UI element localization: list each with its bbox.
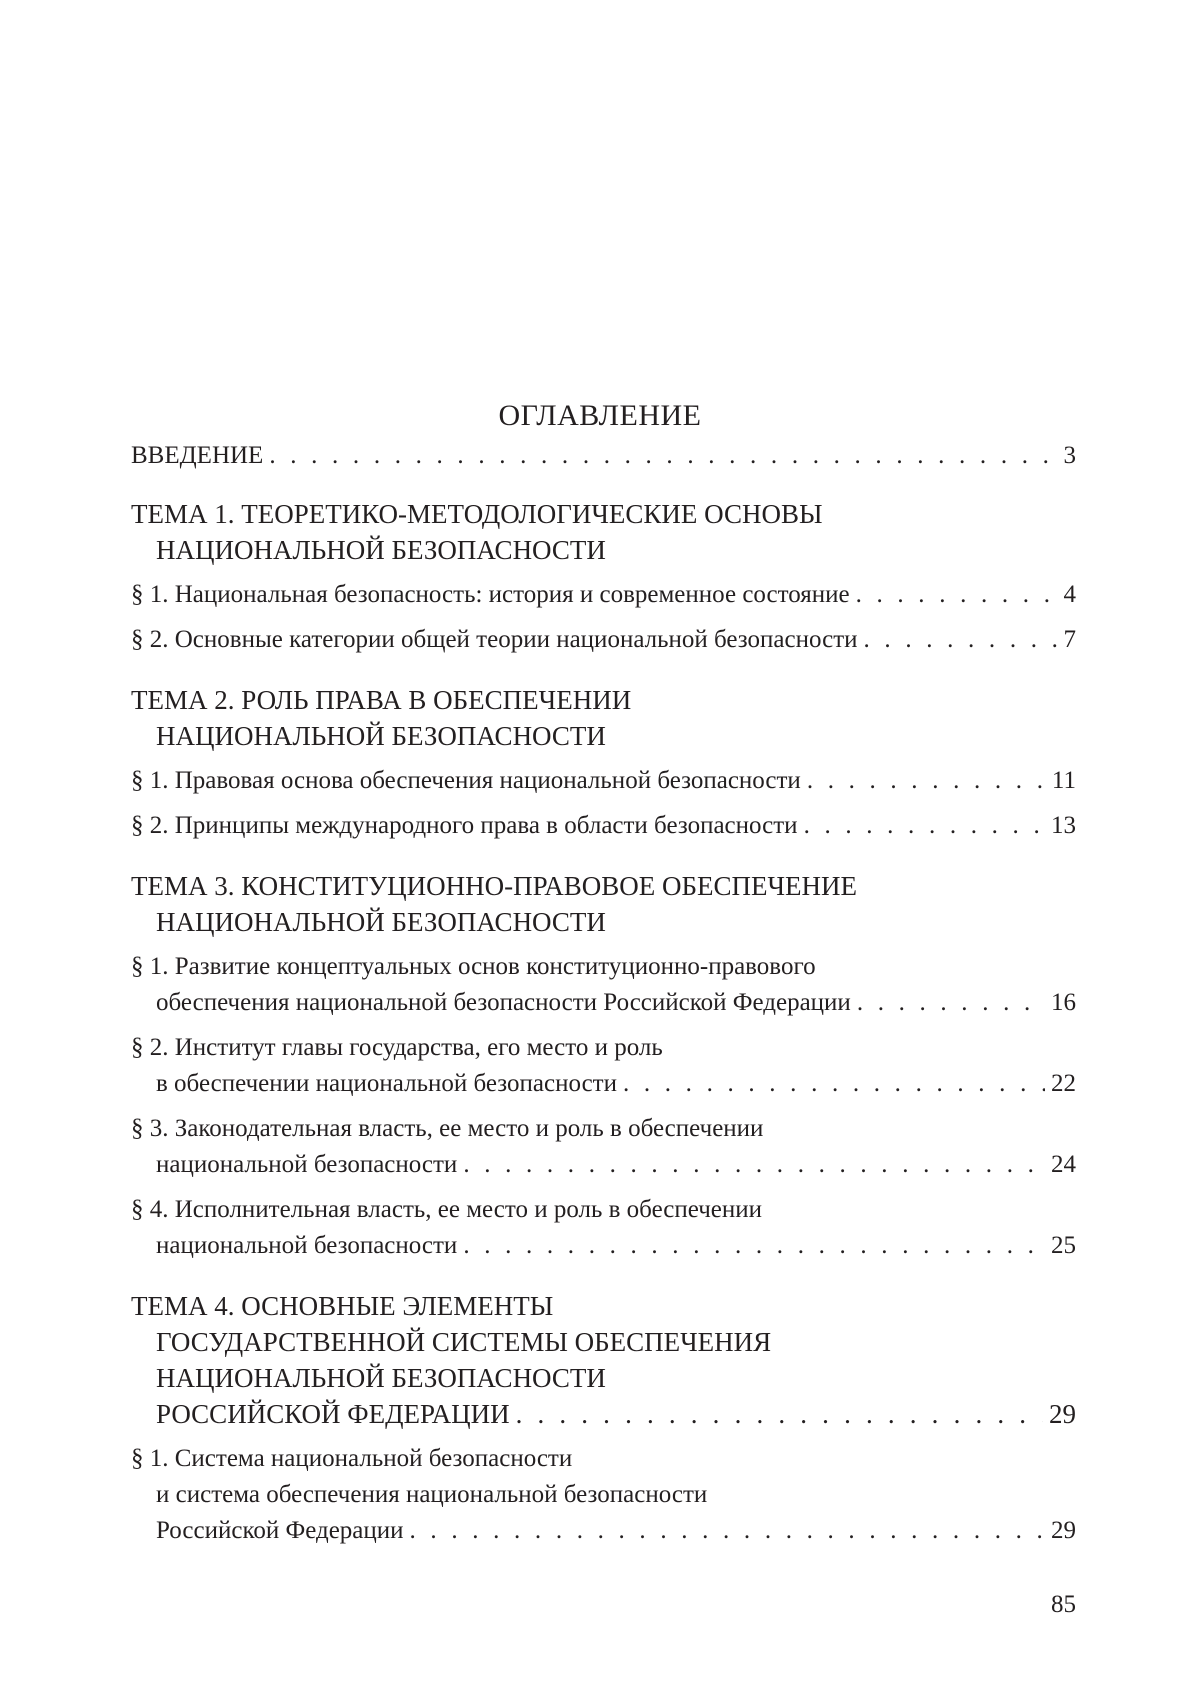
toc-entry-label: § 3. Законодательная власть, ее место и роль в обеспечении (131, 1115, 764, 1142)
toc-page-number: 22 (1051, 1070, 1076, 1097)
toc-entry-label: национальной безопасности (156, 1151, 458, 1178)
toc-topic-2[interactable] (131, 682, 1076, 754)
toc-entry-label: § 1. Национальная безопасность: история и современное состояние (131, 581, 850, 608)
topic-heading-line: ГОСУДАРСТВЕННОЙ СИСТЕМЫ ОБЕСПЕЧЕНИЯ (156, 1327, 772, 1357)
toc-topic-3[interactable] (131, 868, 1076, 940)
toc-entry-label: и система обеспечения национальной безопасности (156, 1481, 708, 1508)
toc-page-number: 4 (1063, 581, 1076, 608)
toc-section-3-4[interactable] (131, 1192, 1076, 1264)
toc-section-3-2[interactable] (131, 1030, 1076, 1102)
toc-page-number: 7 (1063, 626, 1076, 653)
toc-page-number: 3 (1063, 442, 1076, 469)
toc-page-number: 24 (1051, 1151, 1076, 1178)
toc-section-3-1[interactable] (131, 949, 1076, 1021)
toc-entry-label: § 1. Система национальной безопасности (131, 1445, 573, 1472)
toc-topic-4[interactable] (131, 1288, 1076, 1432)
page-title: ОГЛАВЛЕНИЕ (498, 399, 702, 432)
topic-heading-line: ТЕМА 2. РОЛЬ ПРАВА В ОБЕСПЕЧЕНИИ (131, 685, 632, 715)
topic-heading-line: НАЦИОНАЛЬНОЙ БЕЗОПАСНОСТИ (156, 535, 606, 565)
toc-entry-label: национальной безопасности (156, 1232, 458, 1259)
dot-leader (410, 1513, 1045, 1549)
toc-entry-label: § 1. Правовая основа обеспечения национальной безопасности (131, 767, 801, 794)
page-number: 85 (1051, 1591, 1076, 1618)
toc-page-number: 11 (1051, 767, 1076, 794)
toc-entry-label: обеспечения национальной безопасности Российской Федерации (156, 989, 851, 1016)
toc-page-number: 29 (1049, 1399, 1076, 1429)
dot-leader (463, 1147, 1045, 1183)
toc-entry-label: § 4. Исполнительная власть, ее место и роль в обеспечении (131, 1196, 763, 1223)
toc-entry-intro[interactable] (131, 438, 1076, 474)
toc-topic-1[interactable] (131, 496, 1076, 568)
toc-entry-label: Российской Федерации (156, 1517, 404, 1544)
toc-section-3-3[interactable] (131, 1111, 1076, 1183)
toc-entry-label: в обеспечении национальной безопасности (156, 1070, 617, 1097)
toc-section-4-1[interactable] (131, 1441, 1076, 1549)
toc-page-number: 16 (1051, 989, 1076, 1016)
dot-leader (804, 808, 1045, 844)
dot-leader (856, 577, 1058, 613)
toc-page-number: 25 (1051, 1232, 1076, 1259)
topic-heading-line: НАЦИОНАЛЬНОЙ БЕЗОПАСНОСТИ (156, 721, 606, 751)
toc-entry-label: § 2. Институт главы государства, его место и роль (131, 1034, 663, 1061)
dot-leader (623, 1066, 1045, 1102)
topic-heading-line: РОССИЙСКОЙ ФЕДЕРАЦИИ . . . 29 (131, 1396, 1076, 1432)
toc-section-2-2[interactable] (131, 808, 1076, 844)
toc-entry-label: § 2. Основные категории общей теории национальной безопасности (131, 626, 858, 653)
toc-section-1-1[interactable] (131, 577, 1076, 613)
toc-section-2-1[interactable] (131, 763, 1076, 799)
table-of-contents (131, 438, 1076, 1549)
topic-heading-line: ТЕМА 1. ТЕОРЕТИКО-МЕТОДОЛОГИЧЕСКИЕ ОСНОВЫ (131, 499, 823, 529)
dot-leader (516, 1396, 1043, 1432)
toc-entry-label: § 2. Принципы международного права в области безопасности (131, 812, 798, 839)
dot-leader (463, 1228, 1045, 1264)
toc-page-number: 13 (1051, 812, 1076, 839)
dot-leader (807, 763, 1046, 799)
dot-leader (269, 438, 1057, 474)
dot-leader (857, 985, 1045, 1021)
topic-heading-line: ТЕМА 3. КОНСТИТУЦИОННО-ПРАВОВОЕ ОБЕСПЕЧЕНИЕ (131, 871, 858, 901)
toc-entry-label: § 1. Развитие концептуальных основ конституционно-правового (131, 953, 816, 980)
topic-heading-line: НАЦИОНАЛЬНОЙ БЕЗОПАСНОСТИ (156, 907, 606, 937)
topic-heading-line: НАЦИОНАЛЬНОЙ БЕЗОПАСНОСТИ (156, 1363, 606, 1393)
toc-section-1-2[interactable] (131, 622, 1076, 658)
toc-entry-label: ВВЕДЕНИЕ (131, 442, 264, 469)
toc-page-number: 29 (1051, 1517, 1076, 1544)
topic-heading-line: ТЕМА 4. ОСНОВНЫЕ ЭЛЕМЕНТЫ (131, 1291, 554, 1321)
dot-leader (864, 622, 1058, 658)
